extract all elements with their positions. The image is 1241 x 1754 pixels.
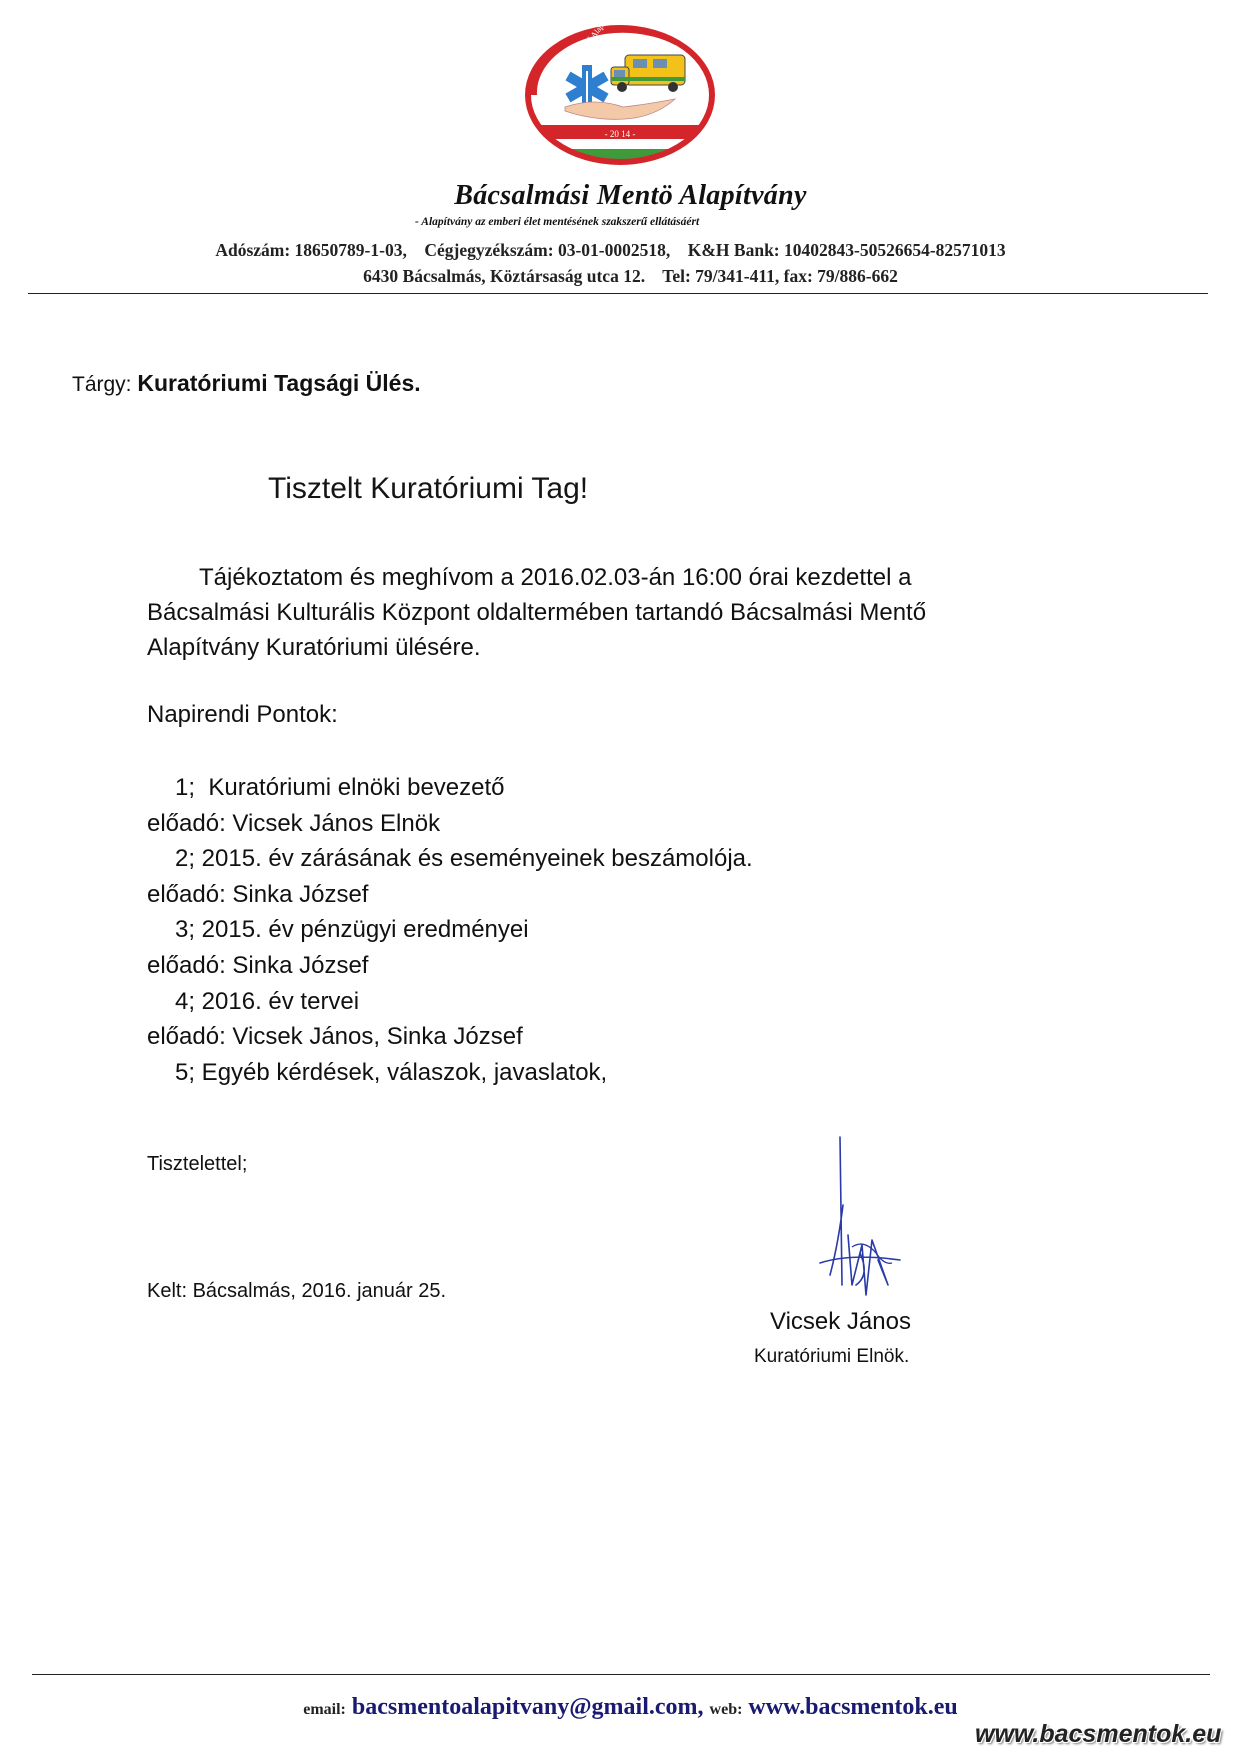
salutation: Tisztelt Kuratóriumi Tag! [268, 472, 589, 505]
paragraph-line: Alapítvány Kuratóriumi ülésére. [147, 634, 481, 661]
web-label: web: [709, 1701, 743, 1718]
agenda-item: 4; 2016. év tervei [175, 987, 360, 1015]
closing-phrase: Tisztelettel; [147, 1153, 248, 1175]
agenda-presenter: előadó: Sinka József [147, 951, 369, 979]
footer-contact [0, 1694, 1241, 1721]
letterhead-divider [28, 293, 1208, 294]
organization-name: Bácsalmási Mentö Alapítvány [454, 180, 807, 211]
subject-label: Tárgy: [72, 373, 138, 396]
site-watermark: www.bacsmentok.eu [975, 1720, 1222, 1748]
foundation-logo [525, 25, 715, 165]
agenda-presenter: előadó: Vicsek János Elnök [147, 809, 441, 837]
website-address: www.bacsmentok.eu [748, 1694, 958, 1720]
agenda-item: 3; 2015. év pénzügyi eredményei [175, 916, 529, 944]
organization-address: 6430 Bácsalmás, Köztársaság utca 12. Tel: 79/341-411, fax: 79/886-662 [363, 266, 898, 286]
email-address: bacsmentoalapitvany@gmail.com, [351, 1694, 704, 1720]
organization-registration-ids: Adószám: 18650789-1-03, Cégjegyzékszám: 03-01-0002518, K&H Bank: 10402843-50526654-82571013 [215, 240, 1006, 260]
handwritten-signature [800, 1135, 910, 1310]
signatory-name: Vicsek János [770, 1308, 911, 1335]
paragraph-line: Bácsalmási Kulturális Központ oldaltermében tartandó Bácsalmási Mentő [147, 599, 927, 626]
paragraph-line: Tájékoztatom és meghívom a 2016.02.03-án 16:00 órai kezdettel a [199, 564, 912, 591]
agenda-list [147, 770, 753, 1090]
svg-text:- 20 14 -: - 20 14 - [604, 129, 636, 139]
subject-value: Kuratóriumi Tagsági Ülés. [137, 370, 421, 396]
subject-line [72, 370, 421, 397]
signatory-title: Kuratóriumi Elnök. [754, 1346, 910, 1367]
organization-tagline: - Alapítvány az emberi élet mentésének szakszerű ellátásáért [415, 216, 700, 228]
footer-divider [32, 1674, 1210, 1675]
email-label: email: [303, 1701, 346, 1718]
agenda-heading: Napirendi Pontok: [147, 701, 338, 728]
agenda-item: 2; 2015. év zárásának és eseményeinek beszámolója. [175, 845, 753, 873]
invitation-paragraph [147, 560, 1047, 665]
agenda-item: 1; Kuratóriumi elnöki bevezető [175, 774, 505, 801]
agenda-item: 5; Egyéb kérdések, válaszok, javaslatok, [175, 1058, 608, 1086]
date-place-line: Kelt: Bácsalmás, 2016. január 25. [147, 1280, 447, 1302]
agenda-presenter: előadó: Sinka József [147, 880, 369, 908]
agenda-presenter: előadó: Vicsek János, Sinka József [147, 1023, 523, 1051]
